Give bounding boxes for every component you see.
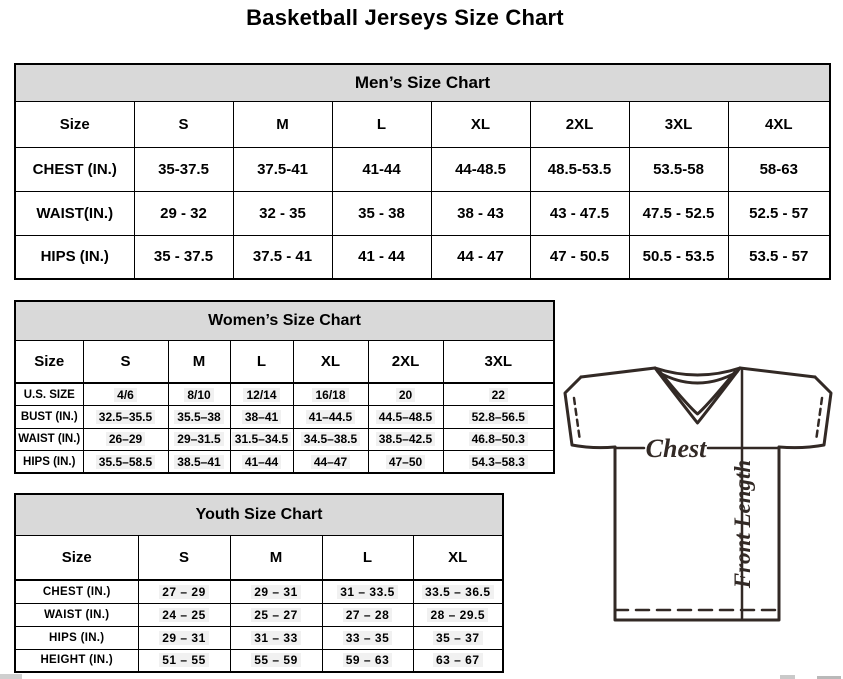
cell-value: 31.5–34.5 (232, 432, 291, 446)
mens-size-table (14, 63, 831, 280)
table-cell (138, 626, 230, 649)
column-header: M (233, 101, 332, 147)
table-cell (293, 406, 368, 429)
column-header: M (168, 340, 230, 383)
cell-value: 35 - 37.5 (153, 248, 214, 266)
cell-value: 35 - 38 (358, 204, 405, 222)
cell-value: 46.8–50.3 (469, 432, 528, 446)
table-row (15, 451, 554, 474)
table-cell (530, 191, 629, 235)
cell-value: 41-44 (362, 160, 401, 178)
cell-value: 38.5–42.5 (376, 432, 435, 446)
cell-value: 52.8–56.5 (469, 410, 528, 424)
cell-value: 55 – 59 (251, 653, 301, 667)
left-shoulder-line (581, 368, 655, 377)
cell-value: 8/10 (184, 388, 213, 402)
table-row (15, 603, 503, 626)
cell-value: 20 (396, 388, 415, 402)
table-cell (413, 603, 503, 626)
table-cell (431, 235, 530, 279)
right-shoulder-line (740, 368, 815, 377)
table-row (15, 406, 554, 429)
column-header: Size (15, 535, 138, 580)
screenshot-edge-fragment (0, 674, 22, 679)
column-header: M (230, 535, 322, 580)
cell-value: 29–31.5 (174, 432, 223, 446)
table-cell (230, 603, 322, 626)
cell-value: 41 - 44 (358, 248, 405, 266)
front-length-label: Front Length (730, 459, 755, 589)
table-cell (332, 147, 431, 191)
left-sleeve (565, 377, 615, 448)
row-label: BUST (IN.) (15, 406, 83, 429)
cell-value: 35 – 37 (433, 631, 483, 645)
column-header: S (138, 535, 230, 580)
table-cell (134, 147, 233, 191)
table-cell (230, 451, 293, 474)
cell-value: 53.5 - 57 (749, 248, 809, 266)
table-cell (293, 383, 368, 406)
table-cell (168, 406, 230, 429)
table-cell (168, 383, 230, 406)
chest-label: Chest (645, 434, 707, 463)
table-row (15, 147, 830, 191)
cell-value: 58-63 (759, 160, 798, 178)
table-cell (332, 191, 431, 235)
cell-value: 41–44 (242, 455, 281, 469)
table-cell (368, 428, 443, 451)
table-cell (138, 649, 230, 672)
table-row (15, 383, 554, 406)
cell-value: 24 – 25 (159, 608, 209, 622)
cell-value: 28 – 29.5 (427, 608, 488, 622)
row-label: WAIST(IN.) (15, 191, 134, 235)
collar-back-edge (655, 368, 740, 375)
table-cell (230, 580, 322, 603)
row-label: CHEST (IN.) (15, 580, 138, 603)
table-cell (168, 428, 230, 451)
column-header: S (134, 101, 233, 147)
table-cell (134, 235, 233, 279)
table-row (15, 649, 503, 672)
cell-value: 31 – 33.5 (337, 585, 398, 599)
men-table-title: Men’s Size Chart (15, 64, 830, 101)
cell-value: 44 - 47 (457, 248, 504, 266)
row-label: WAIST (IN.) (15, 603, 138, 626)
cell-value: 50.5 - 53.5 (642, 248, 715, 266)
cell-value: 27 – 29 (159, 585, 209, 599)
youth-table-title: Youth Size Chart (15, 494, 503, 535)
table-cell (322, 603, 413, 626)
right-cuff-dashed-line (816, 398, 822, 441)
column-header: XL (431, 101, 530, 147)
screenshot-edge-fragment (780, 675, 795, 679)
cell-value: 43 - 47.5 (549, 204, 610, 222)
cell-value: 29 – 31 (159, 631, 209, 645)
table-row (15, 235, 830, 279)
cell-value: 63 – 67 (433, 653, 483, 667)
cell-value: 38–41 (242, 410, 281, 424)
table-cell (83, 383, 168, 406)
cell-value: 41–44.5 (306, 410, 355, 424)
table-cell (233, 147, 332, 191)
table-cell (443, 428, 554, 451)
table-cell (168, 451, 230, 474)
cell-value: 29 - 32 (160, 204, 207, 222)
jersey-outline-drawing (558, 362, 838, 632)
cell-value: 25 – 27 (251, 608, 301, 622)
table-cell (230, 406, 293, 429)
table-cell (443, 383, 554, 406)
cell-value: 35-37.5 (158, 160, 209, 178)
cell-value: 44-48.5 (455, 160, 506, 178)
cell-value: 51 – 55 (159, 653, 209, 667)
left-cuff-dashed-line (574, 398, 580, 441)
cell-value: 4/6 (114, 388, 137, 402)
column-header: 2XL (368, 340, 443, 383)
table-cell (233, 191, 332, 235)
column-header: Size (15, 340, 83, 383)
cell-value: 48.5-53.5 (547, 160, 612, 178)
table-cell (530, 235, 629, 279)
cell-value: 44–47 (311, 455, 350, 469)
table-cell (413, 649, 503, 672)
table-cell (83, 451, 168, 474)
cell-value: 29 – 31 (251, 585, 301, 599)
table-cell (138, 603, 230, 626)
table-row (15, 580, 503, 603)
cell-value: 47.5 - 52.5 (642, 204, 715, 222)
table-cell (413, 626, 503, 649)
cell-value: 34.5–38.5 (301, 432, 360, 446)
cell-value: 37.5-41 (257, 160, 308, 178)
cell-value: 16/18 (312, 388, 348, 402)
table-row (15, 428, 554, 451)
right-sleeve (779, 377, 831, 448)
column-header: L (322, 535, 413, 580)
row-label: HIPS (IN.) (15, 451, 83, 474)
table-cell (233, 235, 332, 279)
cell-value: 32 - 35 (259, 204, 306, 222)
column-header: S (83, 340, 168, 383)
table-cell (332, 235, 431, 279)
table-cell (368, 383, 443, 406)
column-header: XL (293, 340, 368, 383)
cell-value: 32.5–35.5 (96, 410, 155, 424)
table-cell (728, 235, 830, 279)
cell-value: 54.3–58.3 (469, 455, 528, 469)
table-cell (728, 191, 830, 235)
table-cell (322, 626, 413, 649)
column-header: Size (15, 101, 134, 147)
column-header: L (230, 340, 293, 383)
cell-value: 38 - 43 (457, 204, 504, 222)
column-header: 3XL (443, 340, 554, 383)
table-cell (83, 406, 168, 429)
table-cell (230, 383, 293, 406)
cell-value: 33.5 – 36.5 (422, 585, 494, 599)
cell-value: 27 – 28 (343, 608, 393, 622)
cell-value: 37.5 - 41 (252, 248, 313, 266)
youth-size-table (14, 493, 504, 673)
jersey-measurement-diagram (558, 362, 838, 632)
cell-value: 47–50 (386, 455, 425, 469)
table-cell (629, 235, 728, 279)
cell-value: 47 - 50.5 (549, 248, 610, 266)
page-title: Basketball Jerseys Size Chart (246, 5, 564, 30)
table-cell (530, 147, 629, 191)
cell-value: 31 – 33 (251, 631, 301, 645)
table-row (15, 191, 830, 235)
table-cell (230, 428, 293, 451)
row-label: U.S. SIZE (15, 383, 83, 406)
table-cell (368, 451, 443, 474)
table-cell (138, 580, 230, 603)
cell-value: 52.5 - 57 (749, 204, 809, 222)
table-cell (728, 147, 830, 191)
cell-value: 33 – 35 (343, 631, 393, 645)
cell-value: 12/14 (243, 388, 279, 402)
table-cell (293, 428, 368, 451)
table-cell (413, 580, 503, 603)
cell-value: 35.5–38 (174, 410, 223, 424)
row-label: HIPS (IN.) (15, 626, 138, 649)
cell-value: 35.5–58.5 (96, 455, 155, 469)
table-cell (431, 147, 530, 191)
column-header: 3XL (629, 101, 728, 147)
table-row (15, 626, 503, 649)
womens-size-table (14, 300, 555, 474)
row-label: HEIGHT (IN.) (15, 649, 138, 672)
table-cell (431, 191, 530, 235)
column-header: 2XL (530, 101, 629, 147)
table-cell (230, 649, 322, 672)
table-cell (322, 649, 413, 672)
table-cell (443, 451, 554, 474)
row-label: CHEST (IN.) (15, 147, 134, 191)
table-cell (322, 580, 413, 603)
cell-value: 53.5-58 (653, 160, 704, 178)
table-cell (443, 406, 554, 429)
table-cell (629, 191, 728, 235)
row-label: WAIST (IN.) (15, 428, 83, 451)
table-cell (293, 451, 368, 474)
table-cell (230, 626, 322, 649)
table-cell (83, 428, 168, 451)
women-table-title: Women’s Size Chart (15, 301, 554, 340)
cell-value: 44.5–48.5 (376, 410, 435, 424)
column-header: XL (413, 535, 503, 580)
table-cell (134, 191, 233, 235)
table-cell (629, 147, 728, 191)
table-cell (368, 406, 443, 429)
row-label: HIPS (IN.) (15, 235, 134, 279)
cell-value: 26–29 (106, 432, 145, 446)
column-header: L (332, 101, 431, 147)
cell-value: 22 (489, 388, 508, 402)
cell-value: 38.5–41 (174, 455, 223, 469)
column-header: 4XL (728, 101, 830, 147)
cell-value: 59 – 63 (343, 653, 393, 667)
